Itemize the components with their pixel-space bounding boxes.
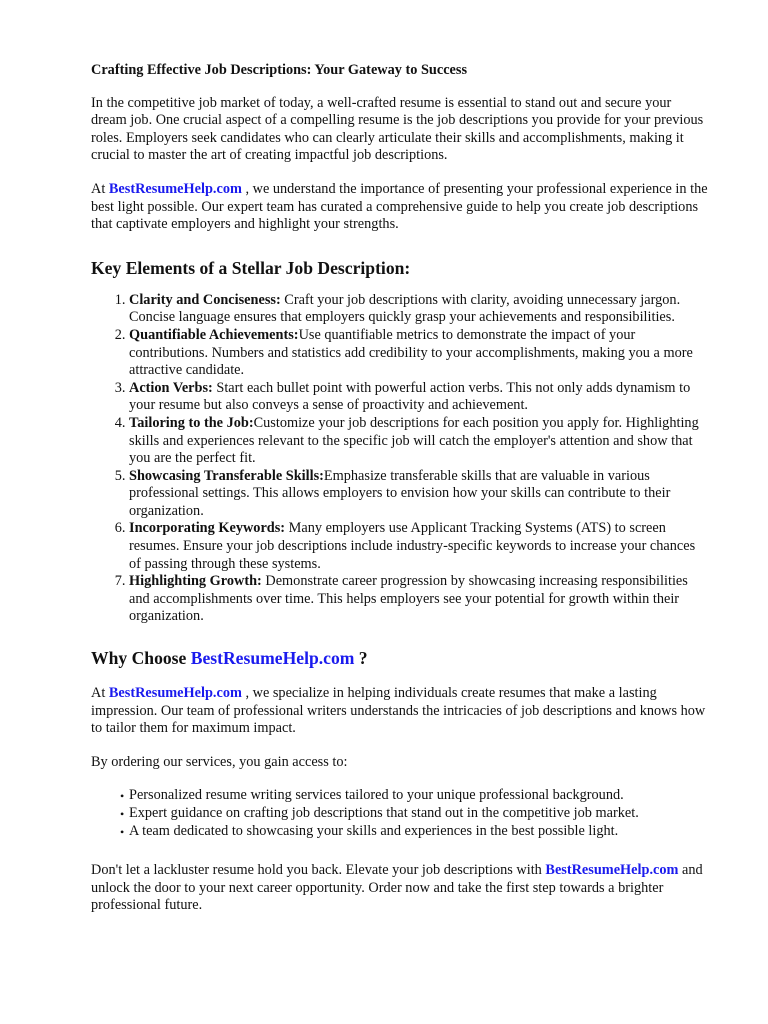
about-pre: At — [91, 180, 109, 197]
bestresumehelp-heading-link[interactable]: BestResumeHelp.com — [190, 648, 355, 669]
element-term: Highlighting Growth: — [129, 573, 262, 590]
benefits-list — [91, 787, 708, 840]
element-text: Demonstrate career progression by showcasing increasing responsibilities and accomplishments over time. This helps employers see your potential for growth within their organization. — [129, 573, 688, 625]
why-post: ? — [354, 648, 368, 669]
key-elements-list — [91, 292, 708, 626]
list-item — [129, 415, 708, 468]
bestresumehelp-link[interactable]: BestResumeHelp.com — [108, 180, 242, 197]
list-item: • A team dedicated to showcasing your skills and experiences in the best possible light. — [129, 823, 708, 841]
about-paragraph — [91, 181, 708, 234]
intro-paragraph: In the competitive job market of today, a well-crafted resume is essential to stand out and secure your dream job. One crucial aspect of a compelling resume is the job descriptions you provide for your previous roles. Employers seek candidates who can clearly articulate their skills and accomplishments, making it crucial to master the art of creating impactful job descriptions. — [91, 94, 704, 164]
closing-post: and unlock the door to your next career opportunity. Order now and take the first step towards a brighter professional future. — [91, 862, 703, 914]
list-item: • Personalized resume writing services tailored to your unique professional background. — [129, 787, 708, 805]
list-item — [129, 520, 708, 573]
about-post: , we understand the importance of presenting your professional experience in the best light possible. Our expert team has curated a comprehensive guide to help you create job descriptions that captivate employers and highlight your strengths. — [91, 180, 708, 233]
element-text: Many employers use Applicant Tracking Systems (ATS) to screen resumes. Ensure your job descriptions include industry-specific keywords to increase your chances of passing through these systems. — [129, 520, 696, 572]
specialize-post: , we specialize in helping individuals create resumes that make a lasting impression. Our team of professional writers understands the intricacies of job descriptions and knows how to tailor them for maximum impact. — [91, 685, 706, 737]
element-term: Showcasing Transferable Skills: — [129, 467, 324, 484]
list-item — [129, 380, 708, 415]
element-term: Quantifiable Achievements: — [129, 326, 299, 343]
list-item — [129, 292, 708, 327]
element-text: Customize your job descriptions for each position you apply for. Highlighting skills and experiences relevant to the specific job will catch the employer's attention and show that you are the perfect fit. — [129, 414, 699, 467]
element-term: Tailoring to the Job: — [129, 414, 254, 431]
element-term: Clarity and Conciseness: — [129, 291, 281, 308]
bestresumehelp-link-3[interactable]: BestResumeHelp.com — [545, 862, 679, 879]
why-choose-heading — [91, 648, 708, 668]
specialize-pre: At — [91, 685, 109, 702]
element-text: Start each bullet point with powerful action verbs. This not only adds dynamism to your resume but also conveys a sense of proactivity and achievement. — [129, 379, 691, 414]
list-item: • Expert guidance on crafting job descriptions that stand out in the competitive job market. — [129, 805, 708, 823]
document-title: Crafting Effective Job Descriptions: Your Gateway to Success — [91, 62, 468, 78]
list-item — [129, 573, 708, 626]
closing-paragraph — [91, 862, 708, 915]
services-intro-paragraph: By ordering our services, you gain access to: — [91, 753, 348, 770]
list-item — [129, 327, 708, 380]
list-item — [129, 468, 708, 521]
element-text: Use quantifiable metrics to demonstrate the impact of your contributions. Numbers and statistics add credibility to your accomplishments, making you a more attractive candidate. — [129, 326, 693, 379]
bestresumehelp-link-2[interactable]: BestResumeHelp.com — [108, 685, 242, 702]
specialize-paragraph — [91, 685, 708, 738]
why-pre: Why Choose — [91, 648, 191, 669]
element-text: Craft your job descriptions with clarity, avoiding unnecessary jargon. Concise language ensures that employers quickly grasp your achievements and responsibilities. — [129, 291, 681, 326]
closing-pre: Don't let a lackluster resume hold you back. Elevate your job descriptions with — [91, 862, 546, 879]
element-term: Action Verbs: — [129, 379, 213, 396]
element-text: Emphasize transferable skills that are valuable in various professional settings. This allows employers to envision how your skills can contribute to their organization. — [129, 467, 671, 519]
key-elements-heading: Key Elements of a Stellar Job Description: — [91, 257, 411, 278]
element-term: Incorporating Keywords: — [129, 520, 286, 537]
